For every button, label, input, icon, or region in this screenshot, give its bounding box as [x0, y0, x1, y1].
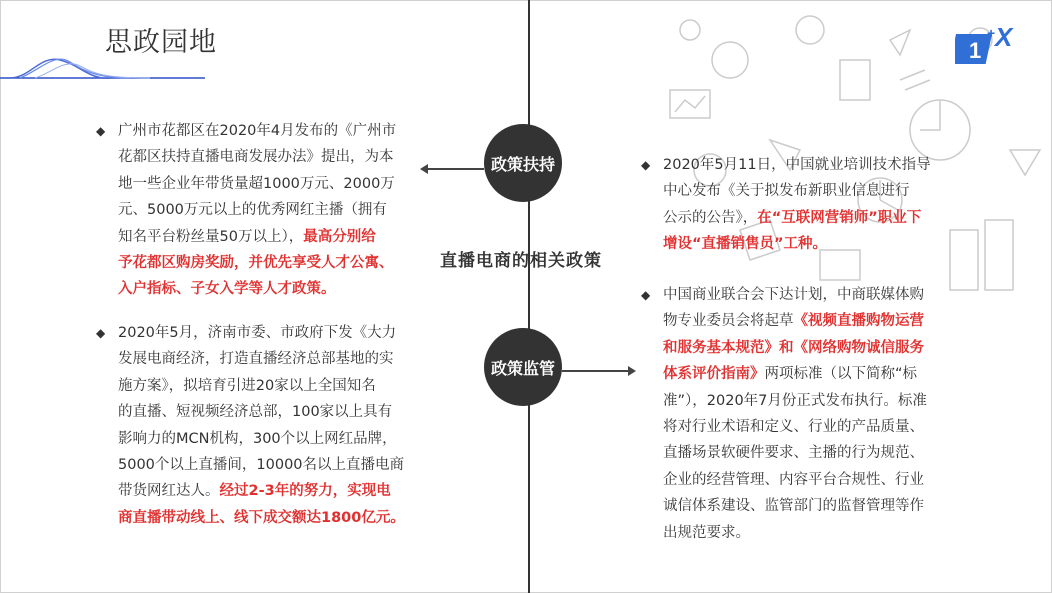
text-line: 体系评价指南》两项标准（以下简称“标 — [663, 366, 918, 383]
text-line-highlight: 增设“直播销售员”工种。 — [663, 236, 828, 253]
text-line: 中国商业联合会下达计划，中商联媒体购 — [663, 287, 924, 303]
right-item-new-occupation — [641, 152, 963, 258]
diamond-bullet-icon: ◆ — [641, 288, 651, 302]
svg-text:X: X — [995, 22, 1013, 52]
text-line: 公示的公告》，在“互联网营销师”职业下 — [663, 209, 922, 226]
left-arrow-icon — [422, 168, 484, 170]
text-line: 广州市花都区在2020年4月发布的《广州市 — [118, 123, 397, 139]
text-line: 影响力的MCN机构，300个以上网红品牌， — [118, 430, 397, 447]
diamond-bullet-icon: ◆ — [96, 326, 106, 340]
1x-logo-icon — [955, 20, 1030, 68]
text-line: 2020年5月，济南市委、市政府下发《大力 — [118, 325, 397, 341]
text-line: 带货网红达人。经过2-3年的努力，实现电 — [118, 483, 391, 500]
text-line: 中心发布《关于拟发布新职业信息进行 — [663, 183, 910, 200]
text-line: 直播场景软硬件要求、主播的行为规范、 — [663, 445, 924, 462]
left-item-jinan — [96, 320, 418, 531]
text-line-highlight: 入户指标、子女入学等人才政策。 — [118, 281, 336, 298]
right-item-standards — [641, 282, 963, 546]
text-line: 将对行业术语和定义、行业的产品质量、 — [663, 419, 924, 436]
decorative-wave-icon — [0, 50, 210, 85]
text-line: 知名平台粉丝量50万以上），最高分别给 — [118, 228, 376, 245]
svg-text:+: + — [987, 25, 996, 41]
text-line: 诚信体系建设、监管部门的监督管理等作 — [663, 498, 924, 515]
text-line: 5000个以上直播间，10000名以上直播电商 — [118, 457, 405, 474]
diamond-bullet-icon: ◆ — [96, 124, 106, 138]
left-item-guangzhou — [96, 118, 418, 303]
text-line: 物专业委员会将起草《视频直播购物运营 — [663, 313, 924, 330]
text-line: 2020年5月11日，中国就业培训技术指导 — [663, 157, 931, 173]
diamond-bullet-icon: ◆ — [641, 158, 651, 172]
text-line: 花都区扶持直播电商发展办法》提出，为本 — [118, 149, 394, 166]
policy-support-label: 政策扶持 — [490, 154, 555, 174]
center-title: 直播电商的相关政策 — [440, 251, 602, 271]
text-line: 施方案》，拟培育引进20家以上全国知名 — [118, 377, 376, 394]
text-line: 地一些企业年带货量超1000万元、2000万 — [118, 175, 395, 192]
policy-regulation-label: 政策监管 — [490, 358, 555, 378]
right-arrow-icon — [562, 370, 634, 372]
text-line: 企业的经营管理、内容平台合规性、行业 — [663, 471, 924, 488]
timeline-divider — [528, 0, 530, 593]
text-line-highlight: 商直播带动线上、线下成交额达1800亿元。 — [118, 509, 405, 526]
text-line: 准”），2020年7月份正式发布执行。标准 — [663, 392, 927, 409]
svg-text:1: 1 — [969, 38, 982, 63]
text-line-highlight: 和服务基本规范》和《网络购物诚信服务 — [663, 339, 924, 356]
text-line: 出规范要求。 — [663, 524, 750, 541]
policy-support-node — [484, 124, 562, 202]
text-line: 发展电商经济，打造直播经济总部基地的实 — [118, 351, 394, 368]
text-line: 的直播、短视频经济总部，100家以上具有 — [118, 404, 393, 421]
text-line: 元、5000万元以上的优秀网红主播（拥有 — [118, 202, 387, 219]
text-line-highlight: 予花都区购房奖励，并优先享受人才公寓、 — [118, 255, 394, 272]
page-title: 思政园地 — [105, 27, 217, 58]
policy-regulation-node — [484, 328, 562, 406]
